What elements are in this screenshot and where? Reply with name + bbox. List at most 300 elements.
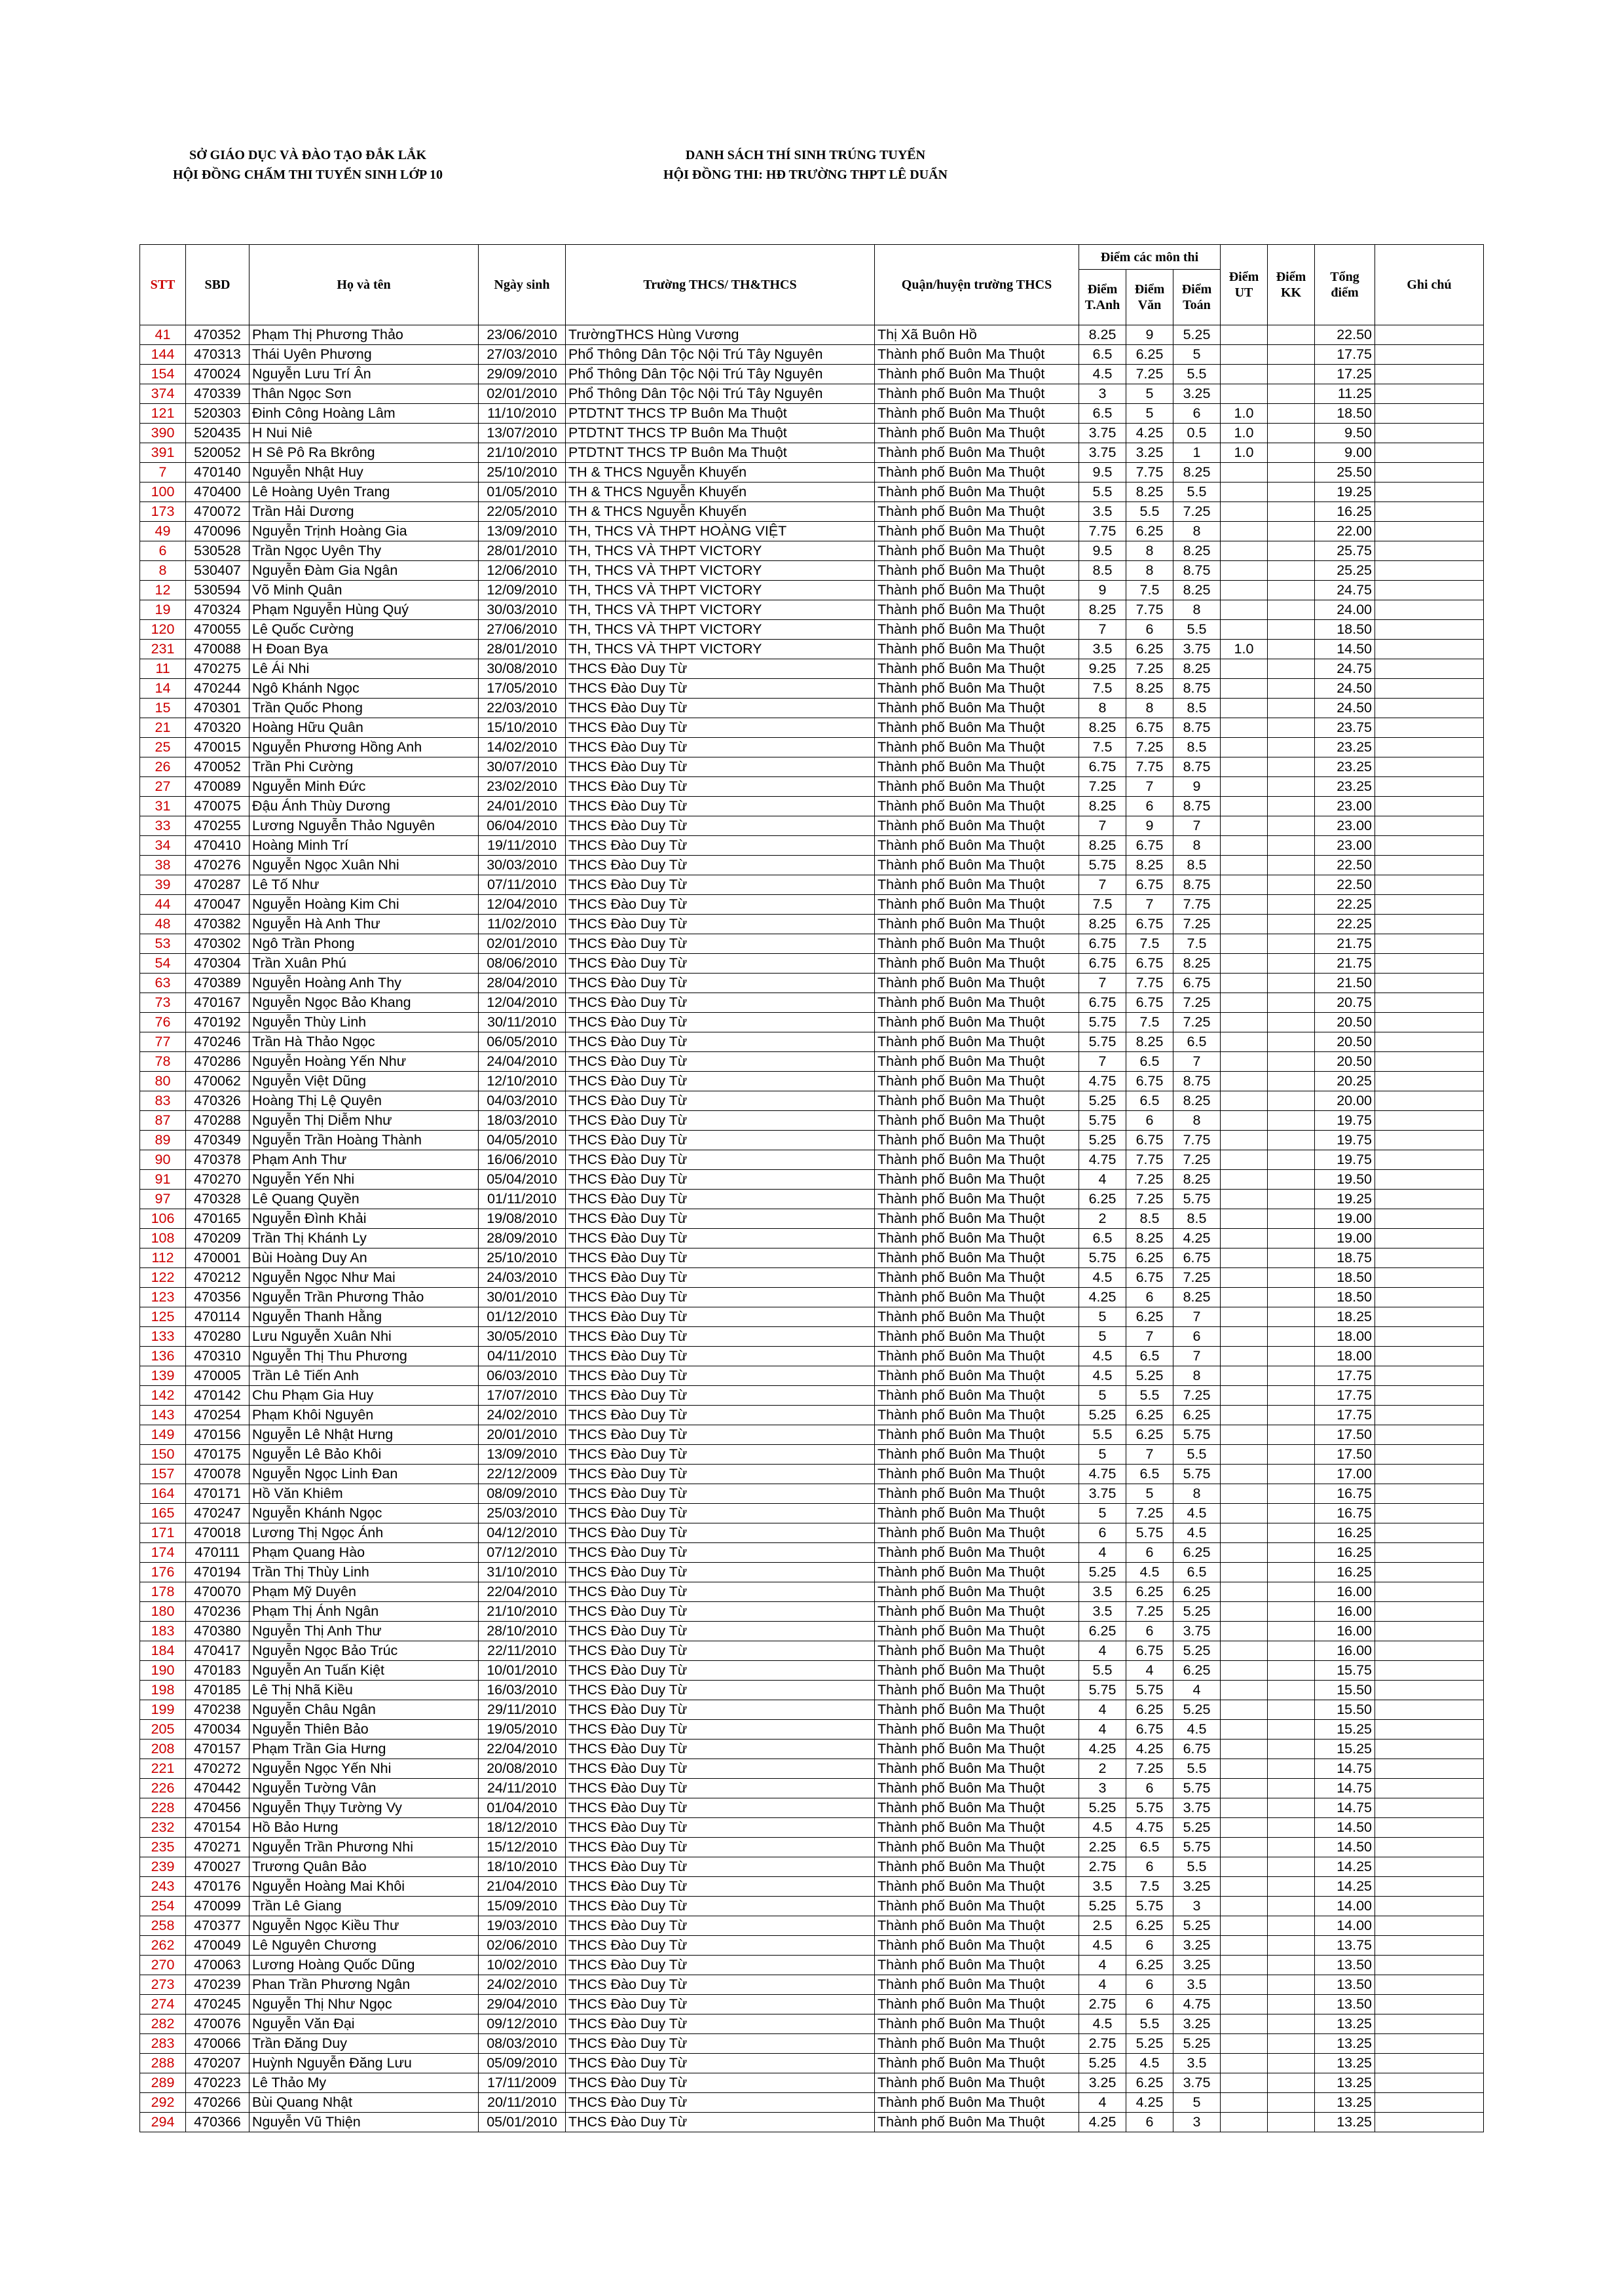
cell-eng: 3.5 — [1079, 1602, 1126, 1622]
cell-lit: 6.5 — [1126, 1091, 1173, 1111]
cell-kk — [1268, 1740, 1315, 1759]
cell-stt: 14 — [140, 679, 186, 699]
cell-ut — [1221, 2014, 1268, 2034]
table-row — [140, 1425, 1484, 1445]
cell-lit: 6.75 — [1126, 993, 1173, 1013]
cell-kk — [1268, 384, 1315, 404]
cell-name: Nguyễn Ngọc Như Mai — [249, 1268, 479, 1288]
cell-math: 6 — [1173, 404, 1221, 424]
cell-name: Nguyễn Văn Đại — [249, 2014, 479, 2034]
cell-note — [1375, 1602, 1484, 1622]
cell-school: THCS Đào Duy Từ — [566, 1170, 875, 1190]
table-row — [140, 581, 1484, 600]
cell-kk — [1268, 777, 1315, 797]
table-row — [140, 483, 1484, 502]
cell-sbd: 470287 — [186, 875, 249, 895]
cell-name: Nguyễn Lê Bảo Khôi — [249, 1445, 479, 1465]
cell-dob: 22/03/2010 — [479, 699, 566, 718]
cell-name: Chu Phạm Gia Huy — [249, 1386, 479, 1406]
cell-eng: 4.5 — [1079, 1936, 1126, 1956]
cell-school: TH, THCS VÀ THPT VICTORY — [566, 561, 875, 581]
cell-math: 8.25 — [1173, 1170, 1221, 1190]
cell-kk — [1268, 934, 1315, 954]
cell-eng: 4 — [1079, 1975, 1126, 1995]
cell-math: 5.25 — [1173, 325, 1221, 345]
cell-stt: 174 — [140, 1543, 186, 1563]
cell-lit: 6 — [1126, 1995, 1173, 2014]
cell-note — [1375, 365, 1484, 384]
cell-dob: 11/02/2010 — [479, 915, 566, 934]
table-row — [140, 1445, 1484, 1465]
cell-school: THCS Đào Duy Từ — [566, 1661, 875, 1681]
cell-stt: 97 — [140, 1190, 186, 1209]
cell-note — [1375, 816, 1484, 836]
cell-kk — [1268, 1190, 1315, 1209]
cell-lit: 4.25 — [1126, 2093, 1173, 2113]
cell-sbd: 470271 — [186, 1838, 249, 1857]
cell-stt: 178 — [140, 1582, 186, 1602]
cell-total: 11.25 — [1315, 384, 1375, 404]
cell-math: 8.25 — [1173, 659, 1221, 679]
cell-stt: 289 — [140, 2073, 186, 2093]
cell-name: Nguyễn Thụy Tường Vy — [249, 1798, 479, 1818]
cell-total: 9.00 — [1315, 443, 1375, 463]
cell-ut — [1221, 620, 1268, 640]
cell-stt: 41 — [140, 325, 186, 345]
cell-dob: 22/04/2010 — [479, 1740, 566, 1759]
table-row — [140, 1700, 1484, 1720]
cell-district: Thành phố Buôn Ma Thuột — [875, 502, 1079, 522]
cell-lit: 7.75 — [1126, 600, 1173, 620]
cell-stt: 106 — [140, 1209, 186, 1229]
cell-lit: 5.5 — [1126, 502, 1173, 522]
cell-note — [1375, 1838, 1484, 1857]
cell-lit: 4.25 — [1126, 424, 1173, 443]
cell-district: Thành phố Buôn Ma Thuột — [875, 1288, 1079, 1307]
cell-math: 3 — [1173, 1897, 1221, 1916]
cell-total: 13.25 — [1315, 2034, 1375, 2054]
cell-lit: 6.25 — [1126, 1956, 1173, 1975]
cell-name: Bùi Quang Nhật — [249, 2093, 479, 2113]
cell-eng: 7 — [1079, 620, 1126, 640]
cell-total: 16.25 — [1315, 1563, 1375, 1582]
cell-district: Thành phố Buôn Ma Thuột — [875, 581, 1079, 600]
cell-eng: 6.5 — [1079, 404, 1126, 424]
cell-dob: 22/05/2010 — [479, 502, 566, 522]
table-row — [140, 1386, 1484, 1406]
table-row — [140, 1150, 1484, 1170]
cell-district: Thành phố Buôn Ma Thuột — [875, 640, 1079, 659]
cell-sbd: 470096 — [186, 522, 249, 541]
cell-total: 23.25 — [1315, 757, 1375, 777]
cell-math: 7.25 — [1173, 915, 1221, 934]
cell-math: 7.5 — [1173, 934, 1221, 954]
table-row — [140, 1798, 1484, 1818]
cell-stt: 120 — [140, 620, 186, 640]
cell-kk — [1268, 640, 1315, 659]
cell-stt: 235 — [140, 1838, 186, 1857]
cell-total: 13.50 — [1315, 1956, 1375, 1975]
cell-dob: 24/04/2010 — [479, 1052, 566, 1072]
cell-math: 3.75 — [1173, 1798, 1221, 1818]
cell-eng: 3.75 — [1079, 424, 1126, 443]
table-row — [140, 325, 1484, 345]
cell-district: Thành phố Buôn Ma Thuột — [875, 1170, 1079, 1190]
cell-name: Nguyễn Hoàng Anh Thy — [249, 974, 479, 993]
cell-math: 4.5 — [1173, 1720, 1221, 1740]
cell-math: 5.5 — [1173, 483, 1221, 502]
table-header — [140, 245, 1484, 325]
cell-school: THCS Đào Duy Từ — [566, 2073, 875, 2093]
cell-note — [1375, 1877, 1484, 1897]
cell-school: THCS Đào Duy Từ — [566, 1484, 875, 1504]
cell-math: 6.25 — [1173, 1406, 1221, 1425]
cell-stt: 228 — [140, 1798, 186, 1818]
cell-note — [1375, 777, 1484, 797]
cell-school: TH & THCS Nguyễn Khuyến — [566, 483, 875, 502]
cell-ut — [1221, 2034, 1268, 2054]
cell-total: 14.25 — [1315, 1877, 1375, 1897]
cell-district: Thành phố Buôn Ma Thuột — [875, 1936, 1079, 1956]
cell-district: Thành phố Buôn Ma Thuột — [875, 974, 1079, 993]
cell-district: Thành phố Buôn Ma Thuột — [875, 1013, 1079, 1032]
cell-dob: 20/11/2010 — [479, 2093, 566, 2113]
cell-school: THCS Đào Duy Từ — [566, 1445, 875, 1465]
cell-note — [1375, 541, 1484, 561]
cell-district: Thành phố Buôn Ma Thuột — [875, 679, 1079, 699]
cell-name: Nguyễn Hoàng Mai Khôi — [249, 1877, 479, 1897]
cell-school: TH & THCS Nguyễn Khuyến — [566, 463, 875, 483]
cell-note — [1375, 1288, 1484, 1307]
col-kk: Điểm KK — [1268, 245, 1315, 325]
cell-eng: 8.25 — [1079, 600, 1126, 620]
cell-kk — [1268, 1406, 1315, 1425]
cell-total: 16.00 — [1315, 1622, 1375, 1641]
cell-sbd: 470272 — [186, 1759, 249, 1779]
cell-kk — [1268, 1504, 1315, 1523]
cell-sbd: 470194 — [186, 1563, 249, 1582]
cell-dob: 13/09/2010 — [479, 522, 566, 541]
cell-school: THCS Đào Duy Từ — [566, 836, 875, 856]
cell-district: Thành phố Buôn Ma Thuột — [875, 561, 1079, 581]
cell-eng: 7 — [1079, 816, 1126, 836]
cell-district: Thành phố Buôn Ma Thuột — [875, 600, 1079, 620]
cell-lit: 8 — [1126, 561, 1173, 581]
cell-ut — [1221, 2054, 1268, 2073]
cell-lit: 7.25 — [1126, 738, 1173, 757]
council-name: HỘI ĐỒNG CHẤM THI TUYỂN SINH LỚP 10 — [172, 168, 443, 182]
cell-eng: 5.75 — [1079, 1013, 1126, 1032]
cell-lit: 7 — [1126, 777, 1173, 797]
cell-ut — [1221, 1700, 1268, 1720]
cell-ut — [1221, 1465, 1268, 1484]
table-row — [140, 502, 1484, 522]
cell-kk — [1268, 1916, 1315, 1936]
cell-total: 24.00 — [1315, 600, 1375, 620]
cell-note — [1375, 1484, 1484, 1504]
cell-total: 17.25 — [1315, 365, 1375, 384]
cell-math: 3.5 — [1173, 2054, 1221, 2073]
cell-dob: 30/03/2010 — [479, 600, 566, 620]
cell-sbd: 470288 — [186, 1111, 249, 1131]
cell-stt: 262 — [140, 1936, 186, 1956]
cell-note — [1375, 1857, 1484, 1877]
cell-dob: 08/09/2010 — [479, 1484, 566, 1504]
table-row — [140, 541, 1484, 561]
cell-math: 7 — [1173, 1307, 1221, 1327]
cell-eng: 7 — [1079, 1052, 1126, 1072]
cell-note — [1375, 1936, 1484, 1956]
cell-kk — [1268, 1956, 1315, 1975]
cell-name: Nguyễn Ngọc Kiều Thư — [249, 1916, 479, 1936]
cell-name: Trần Thị Thùy Linh — [249, 1563, 479, 1582]
cell-district: Thành phố Buôn Ma Thuột — [875, 1661, 1079, 1681]
cell-math: 3 — [1173, 2113, 1221, 2132]
cell-total: 20.75 — [1315, 993, 1375, 1013]
cell-dob: 24/02/2010 — [479, 1406, 566, 1425]
cell-lit: 4.75 — [1126, 1818, 1173, 1838]
cell-name: Hoàng Hữu Quân — [249, 718, 479, 738]
cell-stt: 91 — [140, 1170, 186, 1190]
cell-sbd: 470236 — [186, 1602, 249, 1622]
cell-total: 23.25 — [1315, 738, 1375, 757]
cell-math: 8.25 — [1173, 463, 1221, 483]
col-stt: STT — [140, 245, 186, 325]
cell-kk — [1268, 974, 1315, 993]
cell-name: Thân Ngọc Sơn — [249, 384, 479, 404]
cell-dob: 21/10/2010 — [479, 443, 566, 463]
cell-sbd: 470207 — [186, 2054, 249, 2073]
table-row — [140, 1877, 1484, 1897]
table-row — [140, 836, 1484, 856]
cell-sbd: 470099 — [186, 1897, 249, 1916]
cell-ut — [1221, 1563, 1268, 1582]
cell-stt: 157 — [140, 1465, 186, 1484]
cell-school: THCS Đào Duy Từ — [566, 934, 875, 954]
cell-sbd: 470349 — [186, 1131, 249, 1150]
cell-lit: 6.25 — [1126, 2073, 1173, 2093]
cell-total: 22.50 — [1315, 875, 1375, 895]
cell-eng: 2.75 — [1079, 1857, 1126, 1877]
cell-dob: 21/04/2010 — [479, 1877, 566, 1897]
cell-school: THCS Đào Duy Từ — [566, 1877, 875, 1897]
cell-lit: 9 — [1126, 325, 1173, 345]
table-row — [140, 1995, 1484, 2014]
cell-dob: 12/04/2010 — [479, 895, 566, 915]
cell-name: Phạm Anh Thư — [249, 1150, 479, 1170]
cell-kk — [1268, 1170, 1315, 1190]
cell-eng: 9 — [1079, 581, 1126, 600]
col-ut: Điểm UT — [1221, 245, 1268, 325]
cell-sbd: 470456 — [186, 1798, 249, 1818]
cell-name: Phạm Mỹ Duyên — [249, 1582, 479, 1602]
cell-school: THCS Đào Duy Từ — [566, 738, 875, 757]
cell-ut — [1221, 1818, 1268, 1838]
table-row — [140, 1307, 1484, 1327]
cell-ut — [1221, 718, 1268, 738]
cell-note — [1375, 1091, 1484, 1111]
cell-name: Lương Hoàng Quốc Dũng — [249, 1956, 479, 1975]
table-row — [140, 1406, 1484, 1425]
table-row — [140, 1956, 1484, 1975]
cell-name: Nguyễn An Tuấn Kiệt — [249, 1661, 479, 1681]
cell-total: 18.50 — [1315, 404, 1375, 424]
cell-district: Thành phố Buôn Ma Thuột — [875, 1622, 1079, 1641]
cell-stt: 270 — [140, 1956, 186, 1975]
cell-math: 8.5 — [1173, 1209, 1221, 1229]
cell-name: Trần Phi Cường — [249, 757, 479, 777]
cell-name: Phạm Nguyễn Hùng Quý — [249, 600, 479, 620]
cell-ut — [1221, 1190, 1268, 1209]
cell-math: 8.25 — [1173, 1091, 1221, 1111]
table-body — [140, 325, 1484, 2132]
cell-eng: 6.75 — [1079, 954, 1126, 974]
cell-school: THCS Đào Duy Từ — [566, 2034, 875, 2054]
cell-ut: 1.0 — [1221, 640, 1268, 659]
cell-stt: 19 — [140, 600, 186, 620]
table-row — [140, 1563, 1484, 1582]
cell-note — [1375, 1150, 1484, 1170]
cell-total: 17.75 — [1315, 1366, 1375, 1386]
cell-note — [1375, 1798, 1484, 1818]
cell-lit: 6.75 — [1126, 915, 1173, 934]
cell-math: 8 — [1173, 836, 1221, 856]
cell-kk — [1268, 1229, 1315, 1248]
cell-lit: 8.25 — [1126, 679, 1173, 699]
cell-total: 24.75 — [1315, 659, 1375, 679]
cell-ut — [1221, 1779, 1268, 1798]
cell-total: 13.25 — [1315, 2113, 1375, 2132]
cell-district: Thành phố Buôn Ma Thuột — [875, 1563, 1079, 1582]
cell-ut — [1221, 1425, 1268, 1445]
cell-total: 17.00 — [1315, 1465, 1375, 1484]
cell-school: THCS Đào Duy Từ — [566, 974, 875, 993]
cell-dob: 07/12/2010 — [479, 1543, 566, 1563]
cell-lit: 6.25 — [1126, 640, 1173, 659]
cell-lit: 7.25 — [1126, 1602, 1173, 1622]
table-row — [140, 1504, 1484, 1523]
cell-kk — [1268, 1720, 1315, 1740]
cell-note — [1375, 1582, 1484, 1602]
cell-kk — [1268, 856, 1315, 875]
cell-school: THCS Đào Duy Từ — [566, 1327, 875, 1347]
cell-dob: 19/08/2010 — [479, 1209, 566, 1229]
cell-dob: 18/10/2010 — [479, 1857, 566, 1877]
cell-eng: 5.25 — [1079, 2054, 1126, 2073]
cell-stt: 184 — [140, 1641, 186, 1661]
table-row — [140, 816, 1484, 836]
cell-kk — [1268, 2014, 1315, 2034]
cell-eng: 4.75 — [1079, 1150, 1126, 1170]
cell-stt: 54 — [140, 954, 186, 974]
cell-eng: 5.75 — [1079, 1248, 1126, 1268]
table-row — [140, 974, 1484, 993]
cell-total: 24.75 — [1315, 581, 1375, 600]
table-row — [140, 620, 1484, 640]
cell-name: Phan Trần Phương Ngân — [249, 1975, 479, 1995]
cell-kk — [1268, 2113, 1315, 2132]
cell-total: 25.25 — [1315, 561, 1375, 581]
cell-sbd: 470389 — [186, 974, 249, 993]
cell-name: Trần Ngọc Uyên Thy — [249, 541, 479, 561]
cell-dob: 20/08/2010 — [479, 1759, 566, 1779]
cell-note — [1375, 443, 1484, 463]
cell-note — [1375, 2113, 1484, 2132]
cell-math: 4 — [1173, 1681, 1221, 1700]
cell-lit: 6 — [1126, 1975, 1173, 1995]
cell-stt: 165 — [140, 1504, 186, 1523]
cell-note — [1375, 1759, 1484, 1779]
cell-lit: 6.75 — [1126, 1072, 1173, 1091]
cell-total: 23.25 — [1315, 777, 1375, 797]
cell-school: THCS Đào Duy Từ — [566, 1582, 875, 1602]
cell-name: Lê Quang Quyền — [249, 1190, 479, 1209]
cell-school: THCS Đào Duy Từ — [566, 1563, 875, 1582]
cell-sbd: 470063 — [186, 1956, 249, 1975]
cell-stt: 164 — [140, 1484, 186, 1504]
cell-eng: 5 — [1079, 1327, 1126, 1347]
cell-note — [1375, 1897, 1484, 1916]
cell-note — [1375, 974, 1484, 993]
cell-ut — [1221, 600, 1268, 620]
cell-stt: 198 — [140, 1681, 186, 1700]
cell-school: THCS Đào Duy Từ — [566, 1622, 875, 1641]
cell-lit: 6.75 — [1126, 836, 1173, 856]
cell-school: TH, THCS VÀ THPT VICTORY — [566, 541, 875, 561]
cell-sbd: 470246 — [186, 1032, 249, 1052]
table-row — [140, 1131, 1484, 1150]
cell-note — [1375, 856, 1484, 875]
cell-school: THCS Đào Duy Từ — [566, 1091, 875, 1111]
table-row — [140, 443, 1484, 463]
cell-sbd: 470377 — [186, 1916, 249, 1936]
cell-name: Nguyễn Ngọc Bảo Trúc — [249, 1641, 479, 1661]
cell-math: 8.75 — [1173, 718, 1221, 738]
col-lit: Điểm Văn — [1126, 270, 1173, 325]
cell-school: THCS Đào Duy Từ — [566, 797, 875, 816]
cell-school: THCS Đào Duy Từ — [566, 659, 875, 679]
cell-name: Ngô Khánh Ngọc — [249, 679, 479, 699]
cell-dob: 05/09/2010 — [479, 2054, 566, 2073]
cell-total: 20.50 — [1315, 1013, 1375, 1032]
cell-name: Lê Nguyên Chương — [249, 1936, 479, 1956]
cell-eng: 7 — [1079, 875, 1126, 895]
cell-stt: 239 — [140, 1857, 186, 1877]
cell-kk — [1268, 1307, 1315, 1327]
cell-stt: 171 — [140, 1523, 186, 1543]
cell-stt: 53 — [140, 934, 186, 954]
cell-school: TH, THCS VÀ THPT VICTORY — [566, 600, 875, 620]
cell-stt: 226 — [140, 1779, 186, 1798]
cell-name: Phạm Khôi Nguyên — [249, 1406, 479, 1425]
cell-kk — [1268, 757, 1315, 777]
cell-stt: 136 — [140, 1347, 186, 1366]
cell-stt: 6 — [140, 541, 186, 561]
cell-dob: 27/06/2010 — [479, 620, 566, 640]
cell-sbd: 470018 — [186, 1523, 249, 1543]
cell-dob: 30/07/2010 — [479, 757, 566, 777]
cell-district: Thành phố Buôn Ma Thuột — [875, 1681, 1079, 1700]
cell-lit: 6.75 — [1126, 718, 1173, 738]
cell-name: Hoàng Minh Trí — [249, 836, 479, 856]
cell-sbd: 470280 — [186, 1327, 249, 1347]
cell-note — [1375, 1425, 1484, 1445]
cell-district: Thành phố Buôn Ma Thuột — [875, 2093, 1079, 2113]
cell-ut — [1221, 345, 1268, 365]
cell-stt: 34 — [140, 836, 186, 856]
cell-ut — [1221, 1956, 1268, 1975]
cell-eng: 5.5 — [1079, 483, 1126, 502]
